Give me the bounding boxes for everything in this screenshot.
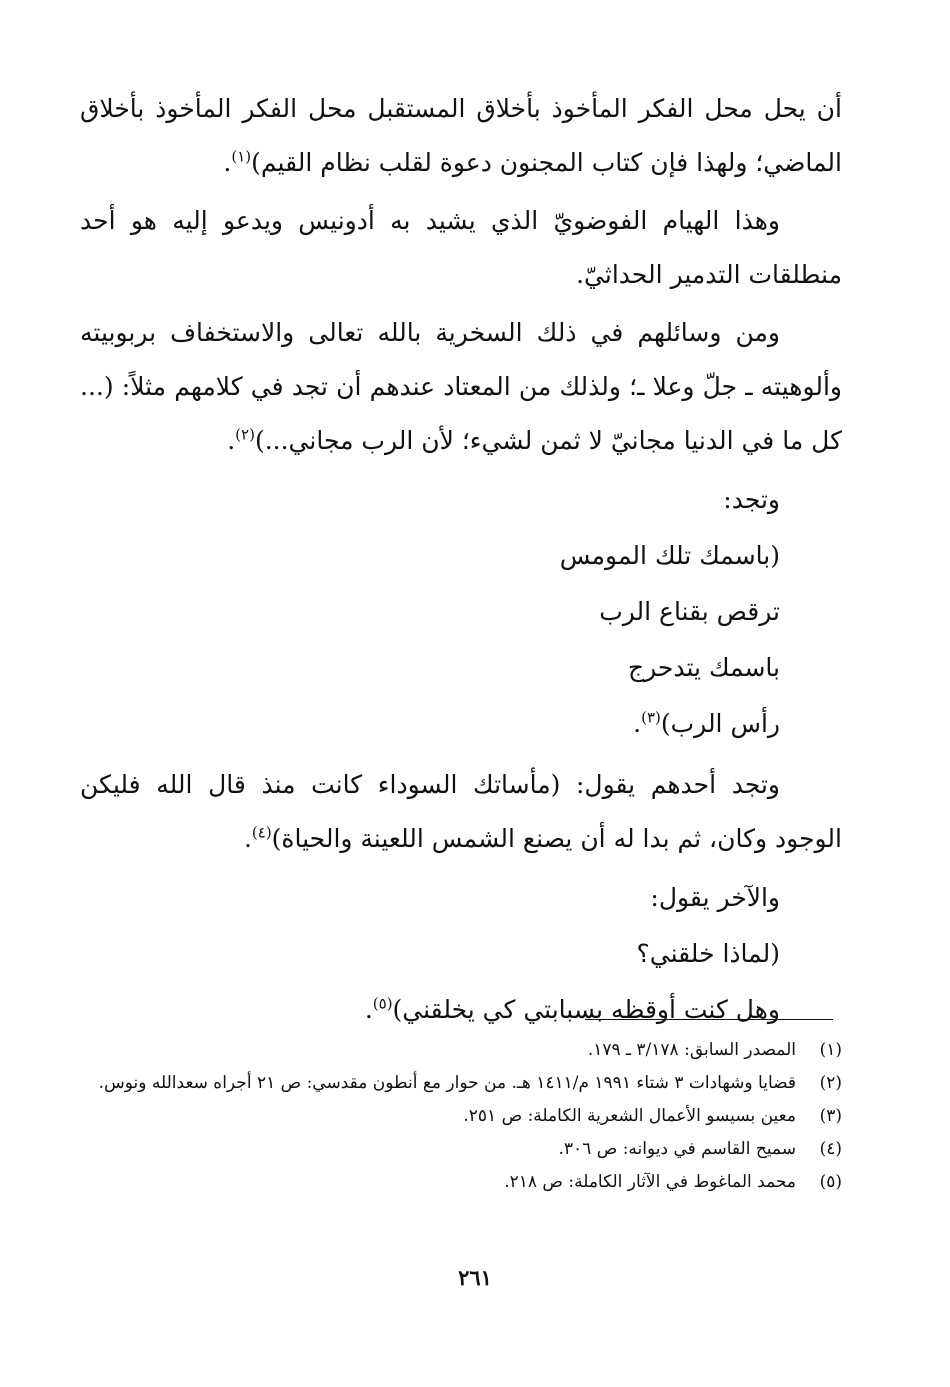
footnote-ref-2[interactable]: (٢) [235,425,255,444]
poem-2-line-2-text: وهل كنت أوقظه بسبابتي كي يخلقني) [392,995,780,1024]
footnote-text: معين بسيسو الأعمال الشعرية الكاملة: ص ٢٥١. [463,1106,796,1126]
footnote-5 [80,1166,842,1199]
poem-1-line-2: ترقص بقناع الرب [599,597,780,626]
footnote-number: (٤) [819,1139,842,1159]
footnote-number: (٣) [819,1106,842,1126]
footnote-divider [585,1019,833,1020]
paragraph-5 [80,758,842,866]
period: . [364,995,373,1024]
poem-1-intro: وتجد: [723,485,780,514]
paragraph-5-text: وتجد أحدهم يقول: (مأساتك السوداء كانت منذ قال الله فليكن الوجود وكان، ثم بدا له أن يصنع الشمس اللعينة والحياة) [80,770,842,853]
paragraph-1 [80,82,842,190]
main-text [80,82,842,1038]
period: . [223,148,232,177]
footnotes [80,1034,842,1199]
poem-1-line-4 [80,696,842,752]
page-number: ٢٦١ [458,1265,492,1290]
footnote-text: محمد الماغوط في الآثار الكاملة: ص ٢١٨. [504,1172,796,1192]
footnote-2 [80,1067,842,1100]
poem-2-line-2 [80,982,842,1038]
poem-1-line-1: (باسمك تلك المومس [559,541,780,570]
footnote-4 [80,1133,842,1166]
footnote-ref-3[interactable]: (٣) [641,708,661,727]
poem-1-line-4-text: رأس الرب) [660,709,780,738]
footnote-ref-5[interactable]: (٥) [372,994,393,1013]
period: . [227,426,236,455]
paragraph-3 [80,306,842,468]
poem-2-line-1: (لماذا خلقني؟ [636,939,780,968]
poem-2 [80,870,842,1038]
footnote-1 [80,1034,842,1067]
paragraph-2: وهذا الهيام الفوضويّ الذي يشيد به أدونيس ويدعو إليه هو أحد منطلقات التدمير الحداثيّ. [80,206,842,289]
footnote-text: المصدر السابق: ٣/١٧٨ ـ ١٧٩. [587,1040,796,1060]
footnote-text: قضايا وشهادات ٣ شتاء ١٩٩١ م/١٤١١ هـ. من حوار مع أنطون مقدسي: ص ٢١ أجراه سعدالله ونوس. [98,1073,796,1093]
poem-1-line-3: باسمك يتدحرج [627,653,780,682]
paragraph-3-text: ومن وسائلهم في ذلك السخرية بالله تعالى والاستخفاف بربوبيته وألوهيته ـ جلّ وعلا ـ؛ ولذلك من المعتاد عندهم أن تجد في كلامهم مثلاً: (... كل ما في الدنيا مجانيّ لا ثمن لشيء؛ لأن الرب مجاني...) [80,318,842,455]
poem-2-intro: والآخر يقول: [650,883,780,912]
footnote-number: (٢) [819,1073,842,1093]
paragraph-1-text: أن يحل محل الفكر المأخوذ بأخلاق المستقبل محل الفكر المأخوذ بأخلاق الماضي؛ ولهذا فإن كتاب المجنون دعوة لقلب نظام القيم) [80,94,842,177]
footnote-number: (٥) [819,1172,842,1192]
footnote-ref-4[interactable]: (٤) [251,823,272,842]
period: . [633,709,642,738]
poem-1 [80,472,842,752]
footnote-text: سميح القاسم في ديوانه: ص ٣٠٦. [558,1139,796,1159]
footnote-3 [80,1100,842,1133]
footnote-number: (١) [819,1040,842,1060]
period: . [243,824,252,853]
footnote-ref-1[interactable]: (١) [231,147,252,166]
